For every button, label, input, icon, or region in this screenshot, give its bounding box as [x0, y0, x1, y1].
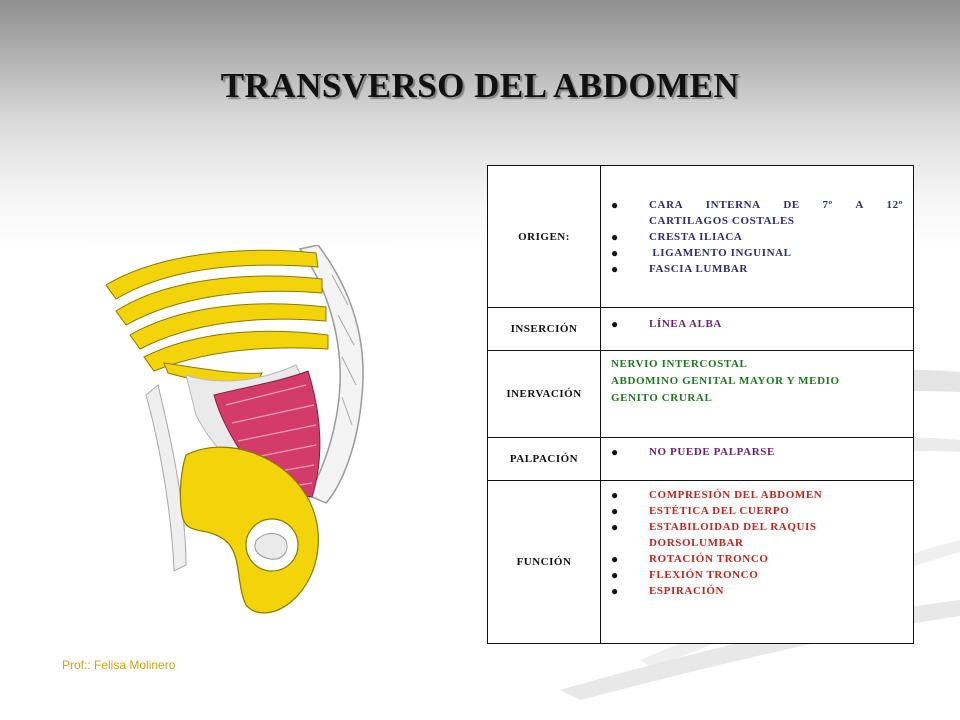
- label-palpacion: PALPACIÓN: [488, 438, 601, 481]
- funcion-item: COMPRESIÓN DEL ABDOMEN: [649, 489, 823, 501]
- word: CARA: [649, 198, 684, 211]
- word: A: [855, 198, 864, 211]
- list-item: [611, 519, 903, 551]
- origen-item-2: CRESTA ILIACA: [649, 230, 743, 243]
- origen-list: [611, 197, 903, 277]
- insercion-item-1: LÍNEA ALBA: [649, 318, 722, 330]
- list-item: [611, 487, 903, 503]
- list-item: [611, 503, 903, 519]
- word: 7º: [822, 198, 833, 211]
- bullet-icon: ●: [611, 197, 619, 212]
- anatomy-drawing: [86, 245, 388, 617]
- list-item: [611, 229, 903, 245]
- funcion-item: ESTABILOIDAD DEL RAQUIS DORSOLUMBAR: [649, 521, 817, 549]
- funcion-item: ESPIRACIÓN: [649, 585, 725, 597]
- slide-title: TRANSVERSO DEL ABDOMEN: [220, 66, 740, 105]
- label-funcion: FUNCIÓN: [488, 481, 601, 644]
- insercion-list: [611, 316, 903, 332]
- bullet-icon: ●: [611, 504, 619, 518]
- bullet-icon: ●: [611, 568, 619, 582]
- origen-item-1-words: [649, 197, 903, 213]
- value-insercion: [601, 308, 914, 351]
- bullet-icon: ●: [611, 488, 619, 502]
- list-item: [611, 551, 903, 567]
- value-palpacion: [601, 438, 914, 481]
- bullet-icon: ●: [611, 584, 619, 598]
- funcion-item: ROTACIÓN TRONCO: [649, 553, 769, 565]
- list-item: [611, 567, 903, 583]
- origen-item-3: LIGAMENTO INGUINAL: [649, 246, 792, 259]
- bullet-icon: ●: [611, 552, 619, 566]
- row-inervacion: [488, 351, 914, 438]
- bullet-icon: ●: [611, 520, 619, 534]
- transverse-abdominis-illustration: [86, 245, 388, 617]
- origen-item-4: FASCIA LUMBAR: [649, 262, 748, 275]
- value-funcion: [601, 481, 914, 644]
- value-origen: [601, 166, 914, 308]
- row-funcion: [488, 481, 914, 644]
- funcion-item: FLEXIÓN TRONCO: [649, 569, 759, 581]
- bullet-icon: ●: [611, 245, 619, 260]
- word: 12º: [886, 198, 903, 211]
- word: DE: [783, 198, 800, 211]
- list-item: [611, 444, 903, 460]
- bullet-icon: ●: [611, 261, 619, 276]
- list-item: [611, 583, 903, 599]
- author-credit: Prof:: Felisa Molinero: [62, 658, 176, 672]
- row-origen: [488, 166, 914, 308]
- palpacion-item-1: NO PUEDE PALPARSE: [649, 446, 775, 458]
- inervacion-line-2: ABDOMINO GENITAL MAYOR Y MEDIO: [611, 375, 840, 387]
- list-item: [611, 245, 903, 261]
- list-item: [611, 197, 903, 229]
- row-palpacion: [488, 438, 914, 481]
- inervacion-line-1: NERVIO INTERCOSTAL: [611, 358, 748, 370]
- bullet-icon: ●: [611, 229, 619, 244]
- palpacion-list: [611, 444, 903, 460]
- bullet-icon: ●: [611, 317, 619, 331]
- list-item: [611, 261, 903, 277]
- label-insercion: INSERCIÓN: [488, 308, 601, 351]
- value-inervacion: [601, 351, 914, 438]
- word: INTERNA: [705, 198, 761, 211]
- label-origen: ORIGEN:: [488, 166, 601, 308]
- origen-item-1-cont: CARTILAGOS COSTALES: [649, 214, 795, 227]
- row-insercion: [488, 308, 914, 351]
- muscle-info-table: [487, 165, 914, 644]
- funcion-list: [611, 487, 903, 599]
- inervacion-line-3: GENITO CRURAL: [611, 392, 713, 404]
- label-inervacion: INERVACIÓN: [488, 351, 601, 438]
- funcion-item: ESTÉTICA DEL CUERPO: [649, 505, 790, 517]
- bullet-icon: ●: [611, 445, 619, 459]
- list-item: [611, 316, 903, 332]
